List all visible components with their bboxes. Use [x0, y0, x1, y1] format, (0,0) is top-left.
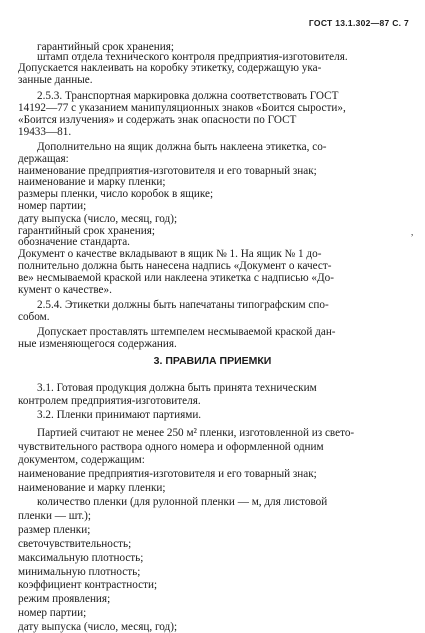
text-line: наименование и марку пленки; — [18, 176, 166, 188]
text-line: пленки — шт.); — [18, 510, 92, 522]
text-line: коэффициент контрастности; — [18, 579, 158, 591]
text-line: чувствительного раствора одного номера и оформленной одним — [18, 441, 324, 453]
text-line: размер пленки; — [18, 524, 91, 536]
text-line: минимальную плотность; — [18, 566, 141, 578]
page-header: ГОСТ 13.1.302—87 С. 7 — [308, 18, 409, 28]
text-line: наименование предприятия-изготовителя и его товарный знак; — [18, 165, 317, 177]
text-line: 2.5.4. Этикетки должны быть напечатаны типографским спо- — [37, 299, 329, 311]
text-line: размеры пленки, число коробок в ящике; — [18, 188, 214, 200]
text-line: Допускается наклеивать на коробку этикетку, содержащую ука- — [18, 62, 322, 74]
text-line: режим проявления; — [18, 593, 111, 605]
text-line: документом, содержащим: — [18, 454, 145, 466]
text-line: ные изменяющегося содержания. — [18, 338, 177, 350]
text-line: наименование предприятия-изготовителя и его товарный знак; — [18, 468, 317, 480]
text-line: Дополнительно на ящик должна быть наклеена этикетка, со- — [37, 141, 327, 153]
text-line: Партией считают не менее 250 м² пленки, изготовленной из свето- — [37, 427, 355, 439]
text-line: ве» несмываемой краской или наклеена этикетка с надписью «До- — [18, 272, 334, 284]
text-line: 3.2. Пленки принимают партиями. — [37, 409, 202, 421]
text-line: 14192—77 с указанием манипуляционных знаков «Боится сырости», — [18, 102, 346, 114]
text-line: контролем предприятия-изготовителя. — [18, 395, 201, 407]
text-line: гарантийный срок хранения; — [37, 41, 174, 53]
text-line: 19433—81. — [18, 126, 72, 138]
text-line: наименование и марку пленки; — [18, 482, 166, 494]
margin-mark: , — [411, 227, 414, 237]
text-line: номер партии; — [18, 200, 87, 212]
text-line: номер партии; — [18, 607, 87, 619]
text-line: количество пленки (для рулонной пленки — м, для листовой — [37, 496, 328, 508]
text-line: максимальную плотность; — [18, 552, 144, 564]
text-line: гарантийный срок хранения; — [18, 225, 155, 237]
text-line: дату выпуска (число, месяц, год); — [18, 621, 178, 633]
text-line: Документ о качестве вкладывают в ящик № 1. На ящик № 1 до- — [18, 248, 322, 260]
text-line: штамп отдела технического контроля предприятия-изготовителя. — [37, 51, 348, 63]
text-line: «Боится излучения» и содержать знак опасности по ГОСТ — [18, 114, 297, 126]
text-line: собом. — [18, 311, 50, 323]
text-line: 2.5.3. Транспортная маркировка должна соответствовать ГОСТ — [37, 90, 339, 102]
section-heading: 3. ПРАВИЛА ПРИЕМКИ — [153, 355, 272, 367]
text-line: Допускает проставлять штемпелем несмываемой краской дан- — [37, 326, 336, 338]
text-line: светочувствительность; — [18, 538, 132, 550]
text-line: 3.1. Готовая продукция должна быть принята техническим — [37, 382, 317, 394]
text-line: обозначение стандарта. — [18, 236, 130, 248]
text-line: занные данные. — [18, 74, 93, 86]
text-line: держащая: — [18, 153, 69, 165]
text-line: кумент о качестве». — [18, 284, 112, 296]
text-line: полнительно должна быть нанесена надпись «Документ о качест- — [18, 260, 332, 272]
text-line: дату выпуска (число, месяц, год); — [18, 213, 178, 225]
